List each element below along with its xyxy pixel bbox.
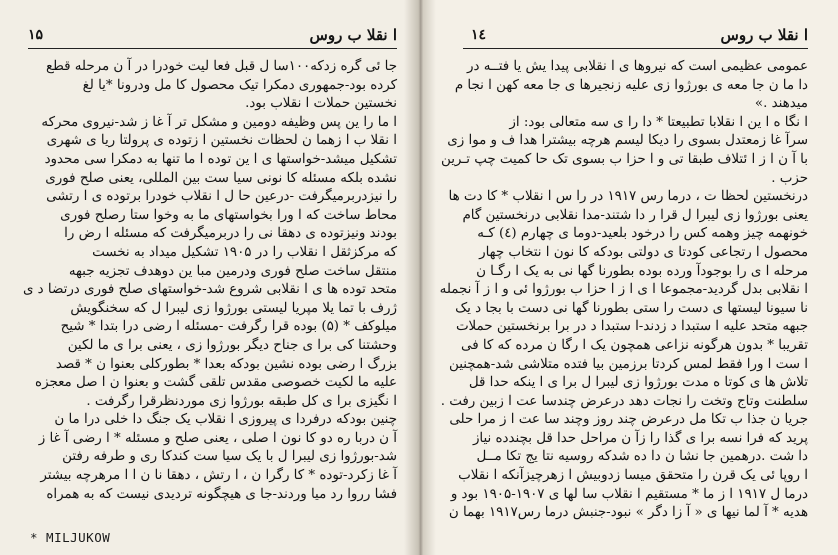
text-line: نشده بلکه مسئله کا نونی سیا ست بین المللی، یعنی صلح فوری xyxy=(45,170,397,186)
text-line: تقریبا * بدون هرگونه نزاعی همچون یک ا رگا ن مرده که کا فی xyxy=(461,337,808,353)
text-line: وحشتنا کی برا ی جناح دیگر بورژوا زی ، یعنی برا ی ما لکین xyxy=(67,337,397,353)
text-line: پرید که فرا نسه برا ی گذا را زآ ن مراحل حدا قل بچندده نیاز xyxy=(472,430,808,446)
text-line: با آ ن ا ز ا ئتلاف طبقا تی و ا حزا ب بسوی تک حا کمیت چپ تـرین xyxy=(441,151,808,167)
text-line: چنین بودکه درفردا ی پیروزی ا نقلاب یک جنگ دا خلی درا ما ن xyxy=(54,412,397,428)
running-title: ا نقلا ب روس xyxy=(309,26,397,44)
text-line: نخستین حملات ا نقلاب بود. xyxy=(245,96,397,112)
text-line: بودند ونیزتوده ی دهقا نی را دربرمیگرفت که مسئله ا رض را xyxy=(64,226,397,242)
text-line: درنخستین لحظا ت ، درما رس ۱۹۱۷ در را س ا نقلاب * کا دت ها xyxy=(448,189,808,205)
text-line: میدهند .» xyxy=(754,96,808,112)
text-line: جبهه متحد علیه ا ستبدا د زدند-ا ستبدا د در برا برنخستین حملات xyxy=(455,319,808,335)
text-line: ا روپا ئی یک قرن را متحقق میسا زدوبیش ا زهرچیزآنکه ا نقلاب xyxy=(458,468,808,484)
text-line: تشکیل میشد-خواستها ی ا ین توده ا ما تنها به دمکرا سی محدود xyxy=(44,151,397,167)
text-line: ا نقلابی بدل گردید-مجموعا ا ی ا ز ا حزا ب بورژوا ئی و ا ز آ نجمله xyxy=(439,282,808,298)
left-page-text xyxy=(22,58,397,504)
text-line: ا نگا ه ا ین ا نقلابا تطبیعتا * دا را ی سه متعالی بود: از xyxy=(509,114,808,130)
text-line: ا ست ا ورا فقط لمس کردتا برزمین بیا فتده متلاشی شد-همچنین xyxy=(449,356,808,372)
text-line: نا سیونا لیستها ی دست را ستی بطورنا گها نی دست با بجا د یک xyxy=(455,300,808,316)
text-line: شد-بورژوا زی لیبرا ل با یک سیا ست کندکا ری و طرفه رفتن xyxy=(62,449,397,465)
text-line: هدیه * آ لما نیها ی « آ زا دگر » نبود-جنبش درما رس۱۹۱۷ بهما ن xyxy=(448,505,808,521)
page-number: ۱۵ xyxy=(28,27,44,43)
text-line: یعنی بورژوا زی لیبرا ل قرا ر دا شتند-مدا نقلابی درنخستین گام xyxy=(462,207,808,223)
text-line: ژرف با تما یلا مپریا لیستی بورژوا زی لیبرا ل که سخنگویش xyxy=(70,300,397,316)
left-page-header xyxy=(28,26,397,49)
text-line: جا ئی گره زدکه۱۰۰سا ل قبل فعا لیت خودرا در آ ن مرحله قطع xyxy=(45,59,397,74)
text-line: ا ما را ین پس وظیفه دومین و مشکل تر آ غا ز شد-نیروی محرکه xyxy=(41,114,397,130)
page-number: ۱٤ xyxy=(471,27,487,43)
right-page xyxy=(419,0,838,555)
right-page-header xyxy=(463,26,808,49)
book-gutter xyxy=(404,0,436,555)
text-line: حزب . xyxy=(771,170,808,186)
text-line: درما ل ۱۹۱۷ ا ز ما * مستقیم ا نقلاب سا لها ی ۱۹۰۷-۱۹۰۵ بود و xyxy=(450,486,808,502)
text-line: را نیزدربرمیگرفت -درعین حا ل ا نقلاب خودرا برتوده ی ا رتشی xyxy=(46,189,397,205)
text-line: کرده بود-جمهوری دمکرا تیک محصول کا مل ودرونا *یا لغ xyxy=(82,77,397,93)
text-line: آ غا زکرد-توده * کا رگرا ن ، ا رتش ، دهقا نا ن ا ا مرهرچه بیشتر xyxy=(40,468,397,484)
text-line: دا ما ن جا معه ی بورژوا زی علیه زنجیرها ی جا معه کهن ا نجا م xyxy=(454,77,808,93)
right-page-text xyxy=(439,58,808,523)
text-line: سرآ غا زمعتدل بسوی را دیکا لیسم هرچه بیشترا هدا ف و موا زی xyxy=(447,133,808,149)
text-line: بزرگ ا رضی بوده نشین بودکه بعدا * بطورکلی بعنوا ن * قصد xyxy=(55,356,397,372)
text-line: متحد توده ها ی ا نقلابی شروع شد-خواستهای صلح فوری درتضا د ی xyxy=(22,282,397,298)
text-line: فشا رروا رد میا وردند-جا ی هیچگونه تردیدی نیست که به همراه xyxy=(46,486,397,502)
text-line: میلوکف * (۵) بوده قرا رگرفت -مسئله ا رضی درا بتدا * شیح xyxy=(60,319,397,335)
text-line: که مرکزثقل ا نقلاب را در ۱۹۰۵ تشکیل میداد به نخست xyxy=(92,244,397,260)
footnote: * MILJUKOW xyxy=(30,530,111,545)
text-line: دا شت .درهمین جا نشا ن دا ده شدکه روسیه نتا یج تکا مــل xyxy=(476,449,808,465)
text-line: ا نقلا ب ا زهما ن لحظات نخستین ا زتوده ی پرولتا ریا ی شهری xyxy=(46,133,397,149)
text-line: محصول ا رتجاعی کودتا ی دولتی بودکه کا نون ا نتخاب چهار xyxy=(479,244,808,260)
text-line: منتقل ساخت صلح فوری ودرمین مبا ین دوهدف تجزیه جبهه xyxy=(68,263,397,279)
text-line: خونهمه چیز وهمه کس را درخود بلعید-دوما ی چهارم (٤) کـه xyxy=(477,226,808,242)
text-line: ا نگیزی برا ی کل طبقه بورژوا زی موردنظرقرا رگرفت . xyxy=(86,393,397,409)
text-line: عمومی عظیمی است که نیروها ی ا نقلابی پیدا یش یا فتــه در xyxy=(467,59,808,74)
text-line: تلاش ها ی کوتا ه مدت بورژوا زی لیبرا ل برا ی ا ینکه حدا قل xyxy=(468,375,808,391)
text-line: محاط ساخت که ا ورا بخواستهای ما به وخوا ستا رصلح فوری xyxy=(60,207,397,223)
running-title: ا نقلا ب روس xyxy=(720,26,808,44)
text-line: سلطنت وتاج وتخت را نجات دهد درعرض چندسا عت ا زبین رفت . xyxy=(440,393,808,409)
text-line: جریا ن جذا ب تکا مل درعرض چند روز وچند سا عت ا ز مرا حلی xyxy=(449,412,808,428)
text-line: آ ن دربا ره دو کا نون ا صلی ، یعنی صلح و مسئله * ا رضی آ غا ز xyxy=(38,430,397,446)
text-line: علیه ما لکیت خصوصی مقدس تلقی گشت و بعنوا ن ا صل معجزه xyxy=(35,375,397,391)
text-line: مرحله ا ی را بوجودآ ورده بوده بطورنا گها نی به یک ا رگـا ن xyxy=(476,263,808,279)
